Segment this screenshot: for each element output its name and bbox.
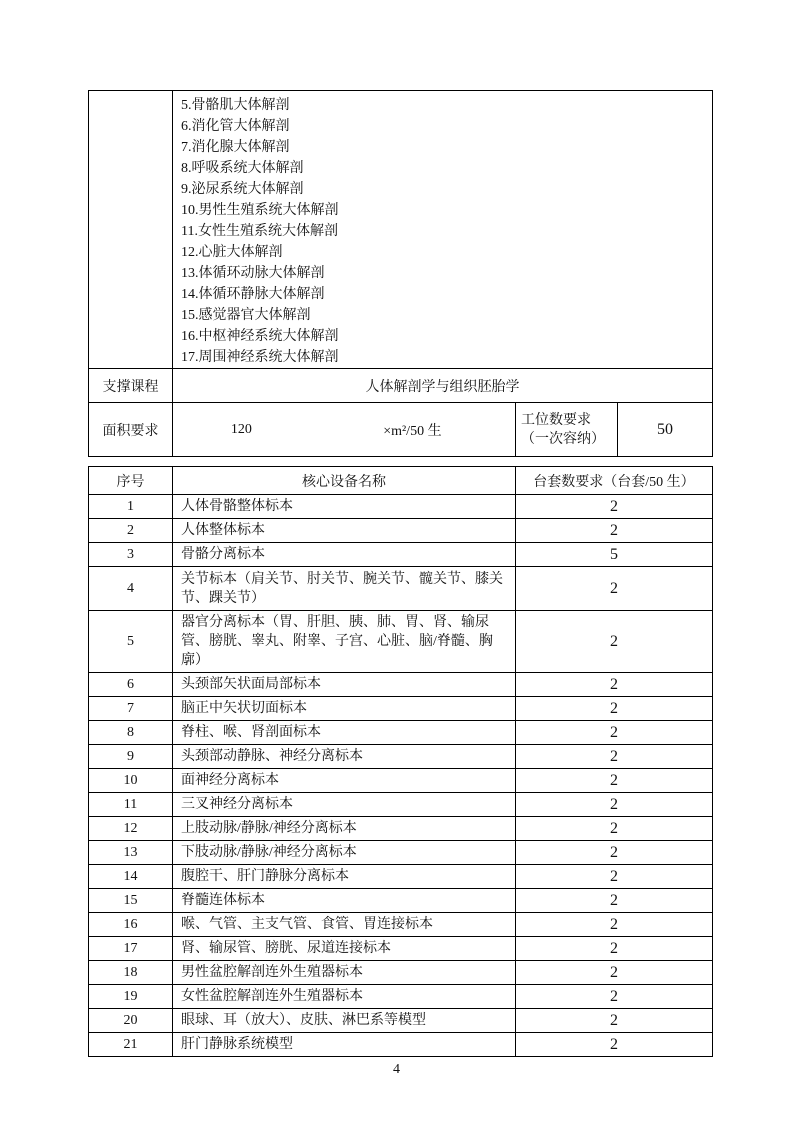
table-row	[89, 937, 713, 961]
row-no: 4	[89, 567, 173, 611]
row-no: 18	[89, 961, 173, 985]
row-no: 13	[89, 841, 173, 865]
table-row	[89, 865, 713, 889]
table-row	[89, 793, 713, 817]
continuation-row	[89, 91, 713, 369]
list-item: 6.消化管大体解剖	[181, 119, 290, 134]
row-no: 21	[89, 1033, 173, 1057]
row-name: 头颈部矢状面局部标本	[173, 673, 516, 697]
row-name: 器官分离标本（胃、肝胆、胰、肺、胃、肾、输尿管、膀胱、睾丸、附睾、子宫、心脏、脑/脊髓、胸廓）	[173, 611, 516, 673]
row-no: 3	[89, 543, 173, 567]
header-name: 核心设备名称	[173, 467, 516, 495]
continuation-empty-cell	[89, 91, 173, 369]
row-no: 14	[89, 865, 173, 889]
list-item: 14.体循环静脉大体解剖	[181, 287, 325, 302]
list-item: 15.感觉器官大体解剖	[181, 308, 311, 323]
row-name: 脊髓连体标本	[173, 889, 516, 913]
table-row	[89, 673, 713, 697]
row-qty: 2	[516, 1033, 713, 1057]
row-name: 女性盆腔解剖连外生殖器标本	[173, 985, 516, 1009]
row-no: 10	[89, 769, 173, 793]
row-name: 骨骼分离标本	[173, 543, 516, 567]
table-row	[89, 985, 713, 1009]
row-name: 头颈部动静脉、神经分离标本	[173, 745, 516, 769]
row-no: 11	[89, 793, 173, 817]
table-row	[89, 519, 713, 543]
support-course-row	[89, 369, 713, 403]
row-no: 17	[89, 937, 173, 961]
row-qty: 2	[516, 567, 713, 611]
area-value-wrap	[173, 420, 515, 440]
list-item: 9.泌尿系统大体解剖	[181, 182, 304, 197]
row-qty: 2	[516, 961, 713, 985]
list-item: 10.男性生殖系统大体解剖	[181, 203, 339, 218]
row-no: 19	[89, 985, 173, 1009]
table-row	[89, 611, 713, 673]
row-qty: 2	[516, 985, 713, 1009]
area-requirement-row	[89, 403, 713, 457]
row-no: 16	[89, 913, 173, 937]
row-no: 6	[89, 673, 173, 697]
row-qty: 2	[516, 697, 713, 721]
table-row	[89, 721, 713, 745]
row-name: 脑正中矢状切面标本	[173, 697, 516, 721]
row-name: 腹腔干、肝门静脉分离标本	[173, 865, 516, 889]
row-qty: 2	[516, 865, 713, 889]
row-qty: 2	[516, 673, 713, 697]
row-no: 7	[89, 697, 173, 721]
row-name: 人体整体标本	[173, 519, 516, 543]
support-course-label: 支撑课程	[89, 369, 173, 403]
list-item: 13.体循环动脉大体解剖	[181, 266, 325, 281]
row-name: 肝门静脉系统模型	[173, 1033, 516, 1057]
list-item: 5.骨骼肌大体解剖	[181, 98, 290, 113]
table-row	[89, 1009, 713, 1033]
list-item: 7.消化腺大体解剖	[181, 140, 290, 155]
table-row	[89, 543, 713, 567]
row-name: 面神经分离标本	[173, 769, 516, 793]
row-qty: 2	[516, 889, 713, 913]
list-item: 8.呼吸系统大体解剖	[181, 161, 304, 176]
row-qty: 2	[516, 519, 713, 543]
page-number: 4	[393, 1062, 400, 1077]
row-qty: 2	[516, 793, 713, 817]
equipment-header-row	[89, 467, 713, 495]
table-row	[89, 745, 713, 769]
row-qty: 2	[516, 611, 713, 673]
row-name: 人体骨骼整体标本	[173, 495, 516, 519]
area-value: 120	[230, 421, 252, 437]
row-qty: 2	[516, 913, 713, 937]
row-qty: 2	[516, 841, 713, 865]
list-item: 11.女性生殖系统大体解剖	[181, 224, 338, 239]
list-item: 17.周围神经系统大体解剖	[181, 350, 339, 365]
workstation-label-line2: （一次容纳）	[521, 431, 605, 447]
row-name: 三叉神经分离标本	[173, 793, 516, 817]
row-no: 8	[89, 721, 173, 745]
continuation-list-cell	[173, 91, 713, 369]
row-name: 脊柱、喉、肾剖面标本	[173, 721, 516, 745]
table-row	[89, 841, 713, 865]
row-qty: 2	[516, 937, 713, 961]
row-name: 肾、输尿管、膀胱、尿道连接标本	[173, 937, 516, 961]
table-row	[89, 889, 713, 913]
row-qty: 2	[516, 495, 713, 519]
workstation-value: 50	[618, 403, 713, 457]
row-name: 关节标本（肩关节、肘关节、腕关节、髋关节、膝关节、踝关节）	[173, 567, 516, 611]
header-qty: 台套数要求（台套/50 生）	[516, 467, 713, 495]
row-qty: 5	[516, 543, 713, 567]
table-row	[89, 567, 713, 611]
row-no: 9	[89, 745, 173, 769]
list-item: 12.心脏大体解剖	[181, 245, 283, 260]
row-qty: 2	[516, 745, 713, 769]
row-name: 喉、气管、主支气管、食管、胃连接标本	[173, 913, 516, 937]
row-qty: 2	[516, 769, 713, 793]
course-info-table	[88, 90, 713, 457]
row-no: 5	[89, 611, 173, 673]
table-row	[89, 1033, 713, 1057]
area-value-cell	[173, 403, 516, 457]
row-no: 20	[89, 1009, 173, 1033]
row-name: 下肢动脉/静脉/神经分离标本	[173, 841, 516, 865]
row-name: 男性盆腔解剖连外生殖器标本	[173, 961, 516, 985]
workstation-label-cell	[516, 403, 618, 457]
row-name: 眼球、耳（放大）、皮肤、淋巴系等模型	[173, 1009, 516, 1033]
row-no: 2	[89, 519, 173, 543]
table-row	[89, 697, 713, 721]
table-row	[89, 495, 713, 519]
support-course-value: 人体解剖学与组织胚胎学	[173, 369, 713, 403]
equipment-table	[88, 466, 713, 1057]
row-qty: 2	[516, 721, 713, 745]
table-row	[89, 961, 713, 985]
row-name: 上肢动脉/静脉/神经分离标本	[173, 817, 516, 841]
area-unit: ×m²/50 生	[383, 423, 442, 439]
table-row	[89, 913, 713, 937]
table-row	[89, 769, 713, 793]
row-no: 12	[89, 817, 173, 841]
area-label: 面积要求	[89, 403, 173, 457]
row-qty: 2	[516, 1009, 713, 1033]
header-no: 序号	[89, 467, 173, 495]
list-item: 16.中枢神经系统大体解剖	[181, 329, 339, 344]
workstation-label-line1: 工位数要求	[521, 412, 591, 428]
row-no: 1	[89, 495, 173, 519]
table-row	[89, 817, 713, 841]
row-no: 15	[89, 889, 173, 913]
row-qty: 2	[516, 817, 713, 841]
